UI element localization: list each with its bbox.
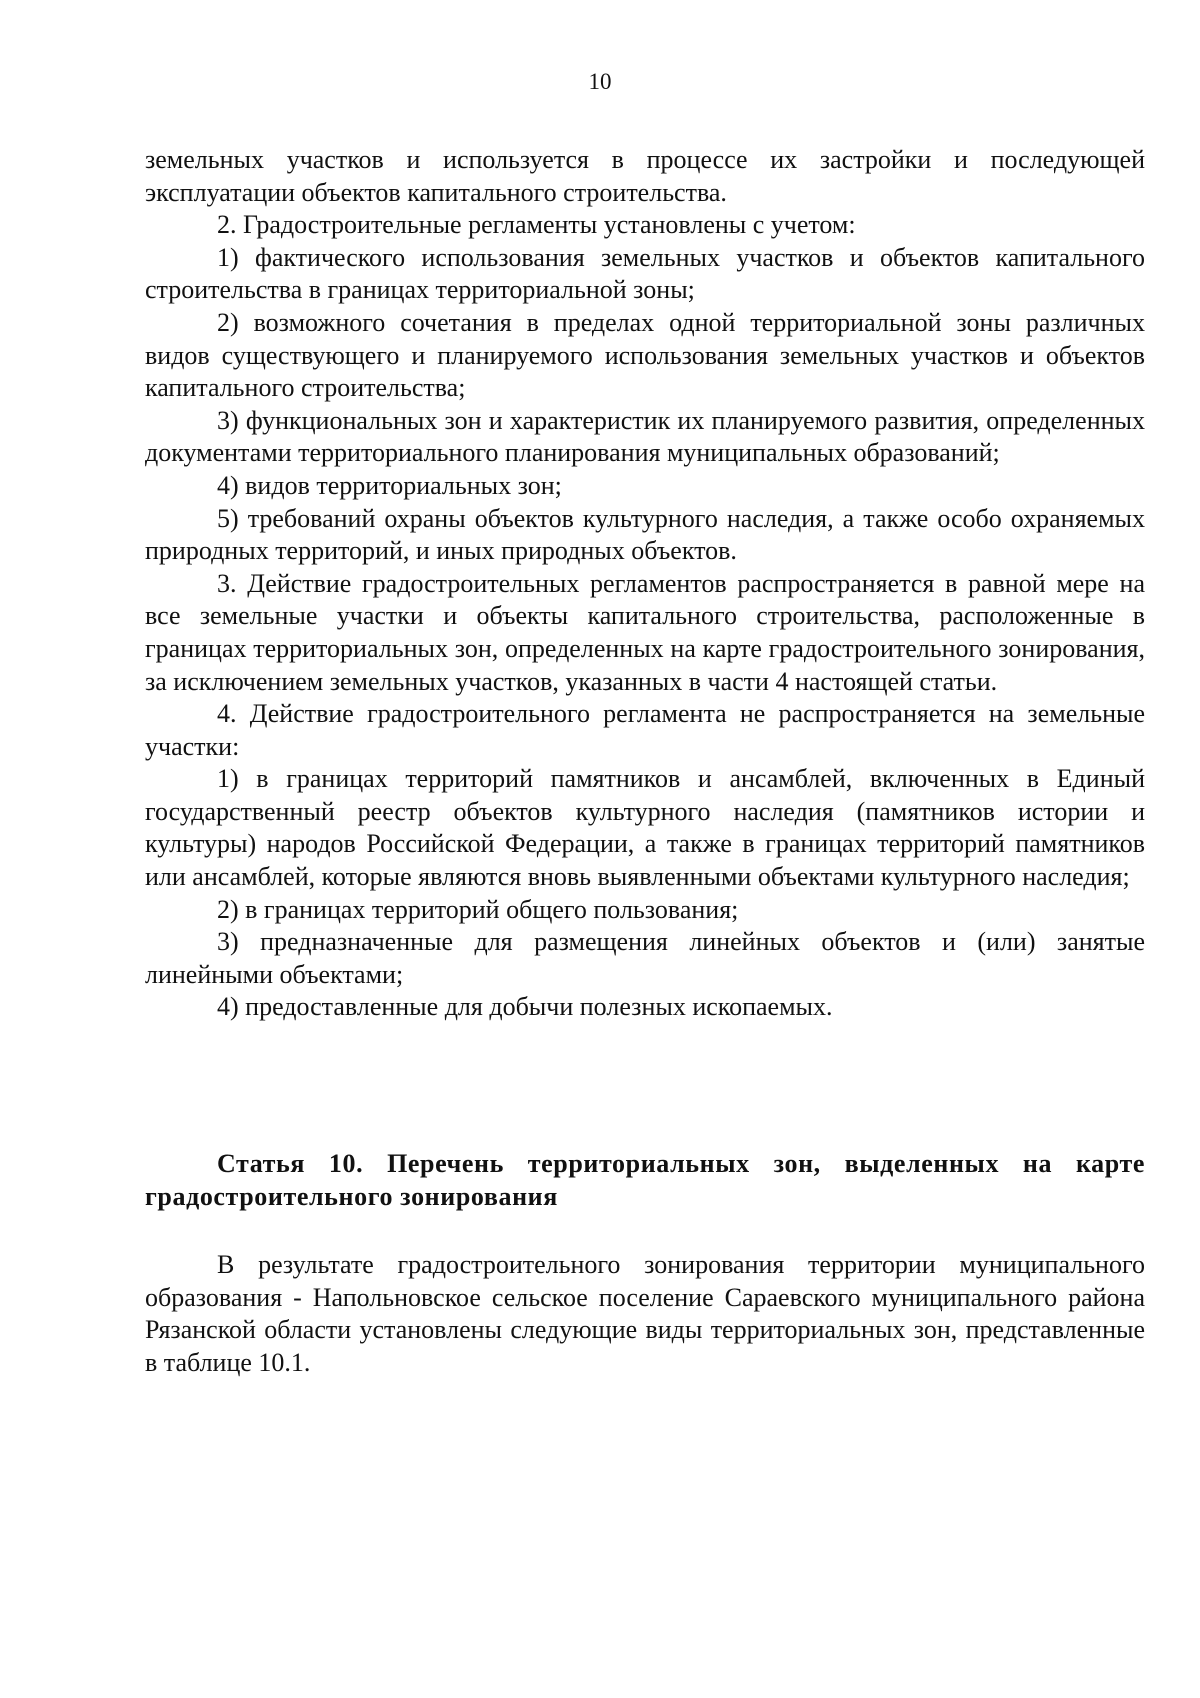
page-number: 10 xyxy=(588,69,612,94)
article-text: В результате градостроительного зонирования территории муниципального образования - Напольновское сельское поселение Сараевского муниципального района Рязанской области установлены следующие виды территориальных зон, представленные в таблице 10.1. xyxy=(145,1250,1145,1377)
paragraph-subitem-2-5: 5) требований охраны объектов культурного наследия, а также особо охраняемых природных территорий, и иных природных объектов. xyxy=(145,503,1145,566)
paragraph-subitem-4-2: 2) в границах территорий общего пользования; xyxy=(217,894,739,924)
paragraph-subitem-2-3: 3) функциональных зон и характеристик их планируемого развития, определенных документами территориального планирования муниципальных образований; xyxy=(145,405,1145,468)
paragraph-item-2: 2. Градостроительные регламенты установлены с учетом: xyxy=(217,210,856,240)
paragraph-subitem-4-4: 4) предоставленные для добычи полезных ископаемых. xyxy=(217,992,833,1022)
paragraph-subitem-2-4: 4) видов территориальных зон; xyxy=(217,470,562,500)
paragraph-item-3: 3. Действие градостроительных регламентов распространяется в равной мере на все земельные участки и объекты капитального строительства, расположенные в границах территориальных зон, определенных на карте градостроительного зонирования, за исключением земельных участков, указанных в части 4 настоящей статьи. xyxy=(145,568,1145,696)
paragraph-subitem-4-3: 3) предназначенные для размещения линейных объектов и (или) занятые линейными объектами; xyxy=(145,927,1145,989)
paragraph-continuation: земельных участков и используется в процессе их застройки и последующей эксплуатации объектов капитального строительства. xyxy=(145,145,1145,207)
paragraph-subitem-4-1: 1) в границах территорий памятников и ансамблей, включенных в Единый государственный реестр объектов культурного наследия (памятников истории и культуры) народов Российской Федерации, а также в границах территорий памятников или ансамблей, которые являются вновь выявленными объектами культурного наследия; xyxy=(145,764,1145,892)
paragraph-item-4: 4. Действие градостроительного регламента не распространяется на земельные участки: xyxy=(145,699,1145,761)
body-text xyxy=(145,144,1145,1024)
article-heading: Статья 10. Перечень территориальных зон, выделенных на карте градостроительного зонирования xyxy=(145,1149,1145,1211)
paragraph-subitem-2-1: 1) фактического использования земельных участков и объектов капитального строительства в границах территориальной зоны; xyxy=(145,242,1145,305)
paragraph-subitem-2-2: 2) возможного сочетания в пределах одной территориальной зоны различных видов существующего и планируемого использования земельных участков и объектов капитального строительства; xyxy=(145,307,1145,403)
